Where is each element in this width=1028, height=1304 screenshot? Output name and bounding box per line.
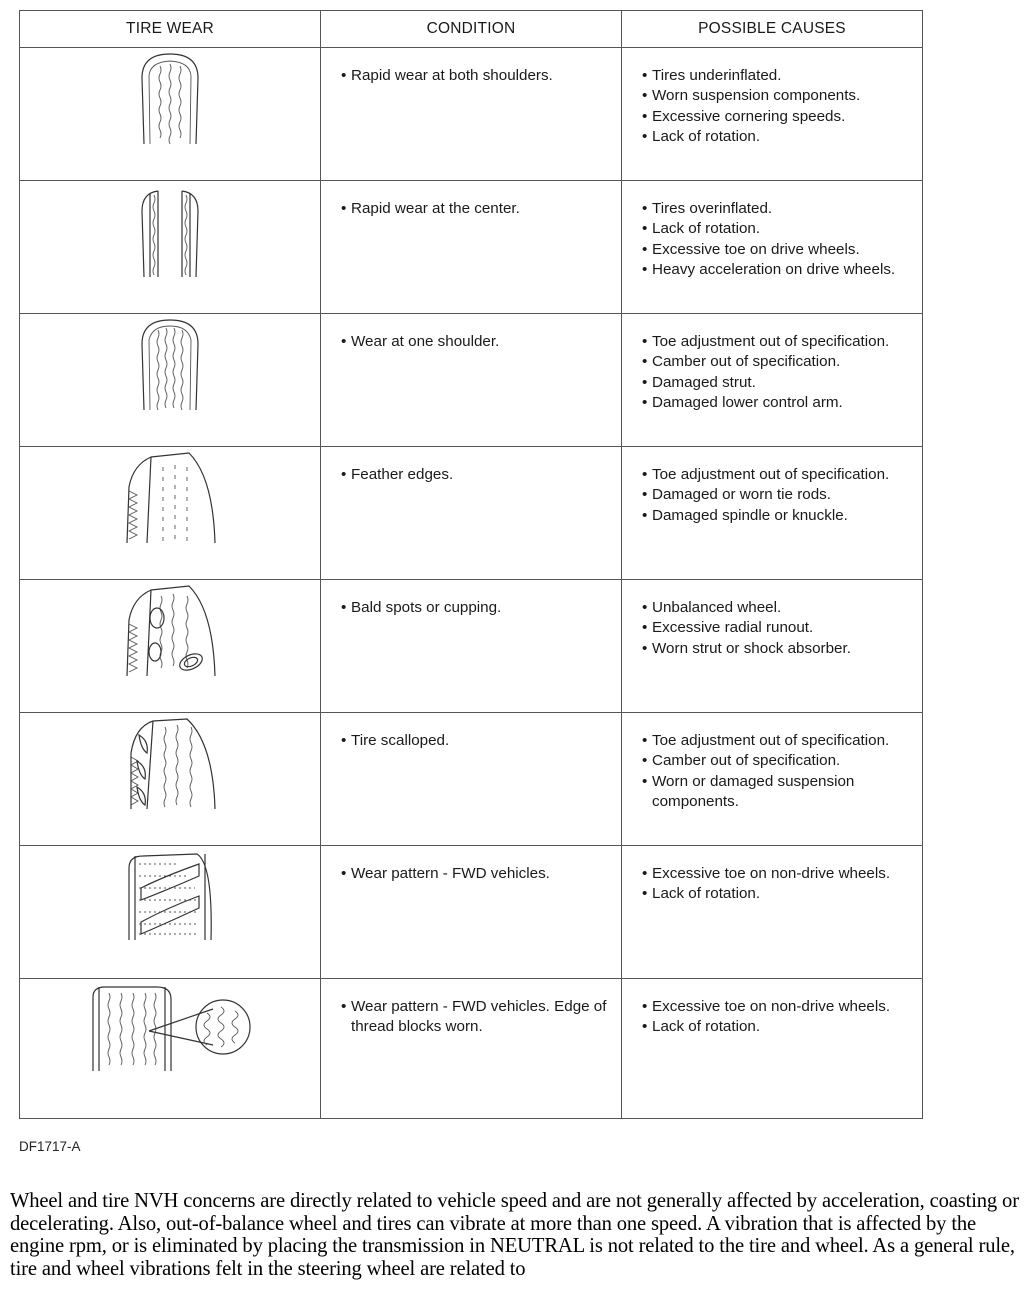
condition-item: • Tire scalloped. <box>341 731 615 751</box>
cause-item: • Lack of rotation. <box>642 884 916 904</box>
tire-wear-cell <box>20 314 321 447</box>
tire-wear-cell <box>20 181 321 314</box>
tire-center-wear-icon <box>130 181 210 281</box>
cause-item: • Lack of rotation. <box>642 219 916 239</box>
header-possible-causes: POSSIBLE CAUSES <box>622 11 923 48</box>
cause-item: • Camber out of specification. <box>642 751 916 771</box>
condition-item: • Feather edges. <box>341 465 615 485</box>
condition-item: • Bald spots or cupping. <box>341 598 615 618</box>
tire-feather-edge-icon <box>115 447 225 547</box>
causes-cell <box>622 846 923 979</box>
cause-item: • Toe adjustment out of specification. <box>642 731 916 751</box>
tire-wear-cell <box>20 979 321 1119</box>
causes-cell <box>622 181 923 314</box>
cause-item: • Excessive toe on non-drive wheels. <box>642 864 916 884</box>
table-row <box>20 580 923 713</box>
tire-scalloped-icon <box>115 713 225 813</box>
cause-item: • Camber out of specification. <box>642 352 916 372</box>
cause-item: • Lack of rotation. <box>642 127 916 147</box>
condition-cell <box>321 979 622 1119</box>
cause-item: • Worn or damaged suspension components. <box>642 772 916 813</box>
tire-wear-cell <box>20 447 321 580</box>
figure-id: DF1717-A <box>19 1139 81 1154</box>
table-row <box>20 713 923 846</box>
condition-cell <box>321 580 622 713</box>
tire-shoulder-wear-icon <box>130 48 210 148</box>
causes-cell <box>622 48 923 181</box>
cause-item: • Worn strut or shock absorber. <box>642 639 916 659</box>
cause-item: • Damaged spindle or knuckle. <box>642 506 916 526</box>
condition-cell <box>321 447 622 580</box>
cause-item: • Worn suspension components. <box>642 86 916 106</box>
cause-item: • Heavy acceleration on drive wheels. <box>642 260 916 280</box>
cause-item: • Lack of rotation. <box>642 1017 916 1037</box>
cause-item: • Damaged or worn tie rods. <box>642 485 916 505</box>
causes-cell <box>622 979 923 1119</box>
causes-cell <box>622 713 923 846</box>
condition-item: • Wear pattern - FWD vehicles. Edge of thread blocks worn. <box>341 997 615 1038</box>
condition-item: • Wear pattern - FWD vehicles. <box>341 864 615 884</box>
cause-item: • Tires underinflated. <box>642 66 916 86</box>
cause-item: • Excessive toe on non-drive wheels. <box>642 997 916 1017</box>
cause-item: • Excessive radial runout. <box>642 618 916 638</box>
condition-cell <box>321 48 622 181</box>
tire-wear-table <box>19 10 923 1119</box>
tire-wear-cell <box>20 846 321 979</box>
tire-one-shoulder-wear-icon <box>130 314 210 414</box>
condition-cell <box>321 846 622 979</box>
condition-cell <box>321 314 622 447</box>
table-row <box>20 846 923 979</box>
causes-cell <box>622 580 923 713</box>
condition-item: • Rapid wear at the center. <box>341 199 615 219</box>
table-header-row <box>20 11 923 48</box>
table-row <box>20 447 923 580</box>
tire-wear-cell <box>20 713 321 846</box>
cause-item: • Unbalanced wheel. <box>642 598 916 618</box>
cause-item: • Tires overinflated. <box>642 199 916 219</box>
tire-wear-cell <box>20 580 321 713</box>
body-paragraph: Wheel and tire NVH concerns are directly related to vehicle speed and are not generally affected by acceleration, coasting or decelerating. Also, out-of-balance wheel and tires can vibrate at more than one speed. A vibration that is affected by the engine rpm, or is eliminated by placing the transmission in NEUTRAL is not related to the tire and wheel. As a general rule, tire and wheel vibrations felt in the steering wheel are related to <box>10 1190 1019 1281</box>
cause-item: • Damaged lower control arm. <box>642 393 916 413</box>
condition-item: • Wear at one shoulder. <box>341 332 615 352</box>
tire-wear-cell <box>20 48 321 181</box>
cause-item: • Toe adjustment out of specification. <box>642 332 916 352</box>
condition-cell <box>321 181 622 314</box>
condition-item: • Rapid wear at both shoulders. <box>341 66 615 86</box>
table-row <box>20 979 923 1119</box>
tire-wear-figure <box>19 10 922 1154</box>
header-condition: CONDITION <box>321 11 622 48</box>
cause-item: • Excessive toe on drive wheels. <box>642 240 916 260</box>
causes-cell <box>622 314 923 447</box>
tire-cupping-icon <box>115 580 225 680</box>
cause-item: • Damaged strut. <box>642 373 916 393</box>
table-row <box>20 181 923 314</box>
causes-cell <box>622 447 923 580</box>
cause-item: • Toe adjustment out of specification. <box>642 465 916 485</box>
header-tire-wear: TIRE WEAR <box>20 11 321 48</box>
tire-diagonal-wear-icon <box>115 846 225 946</box>
condition-cell <box>321 713 622 846</box>
table-row <box>20 48 923 181</box>
tire-tread-block-wear-icon <box>85 979 255 1079</box>
cause-item: • Excessive cornering speeds. <box>642 107 916 127</box>
table-row <box>20 314 923 447</box>
